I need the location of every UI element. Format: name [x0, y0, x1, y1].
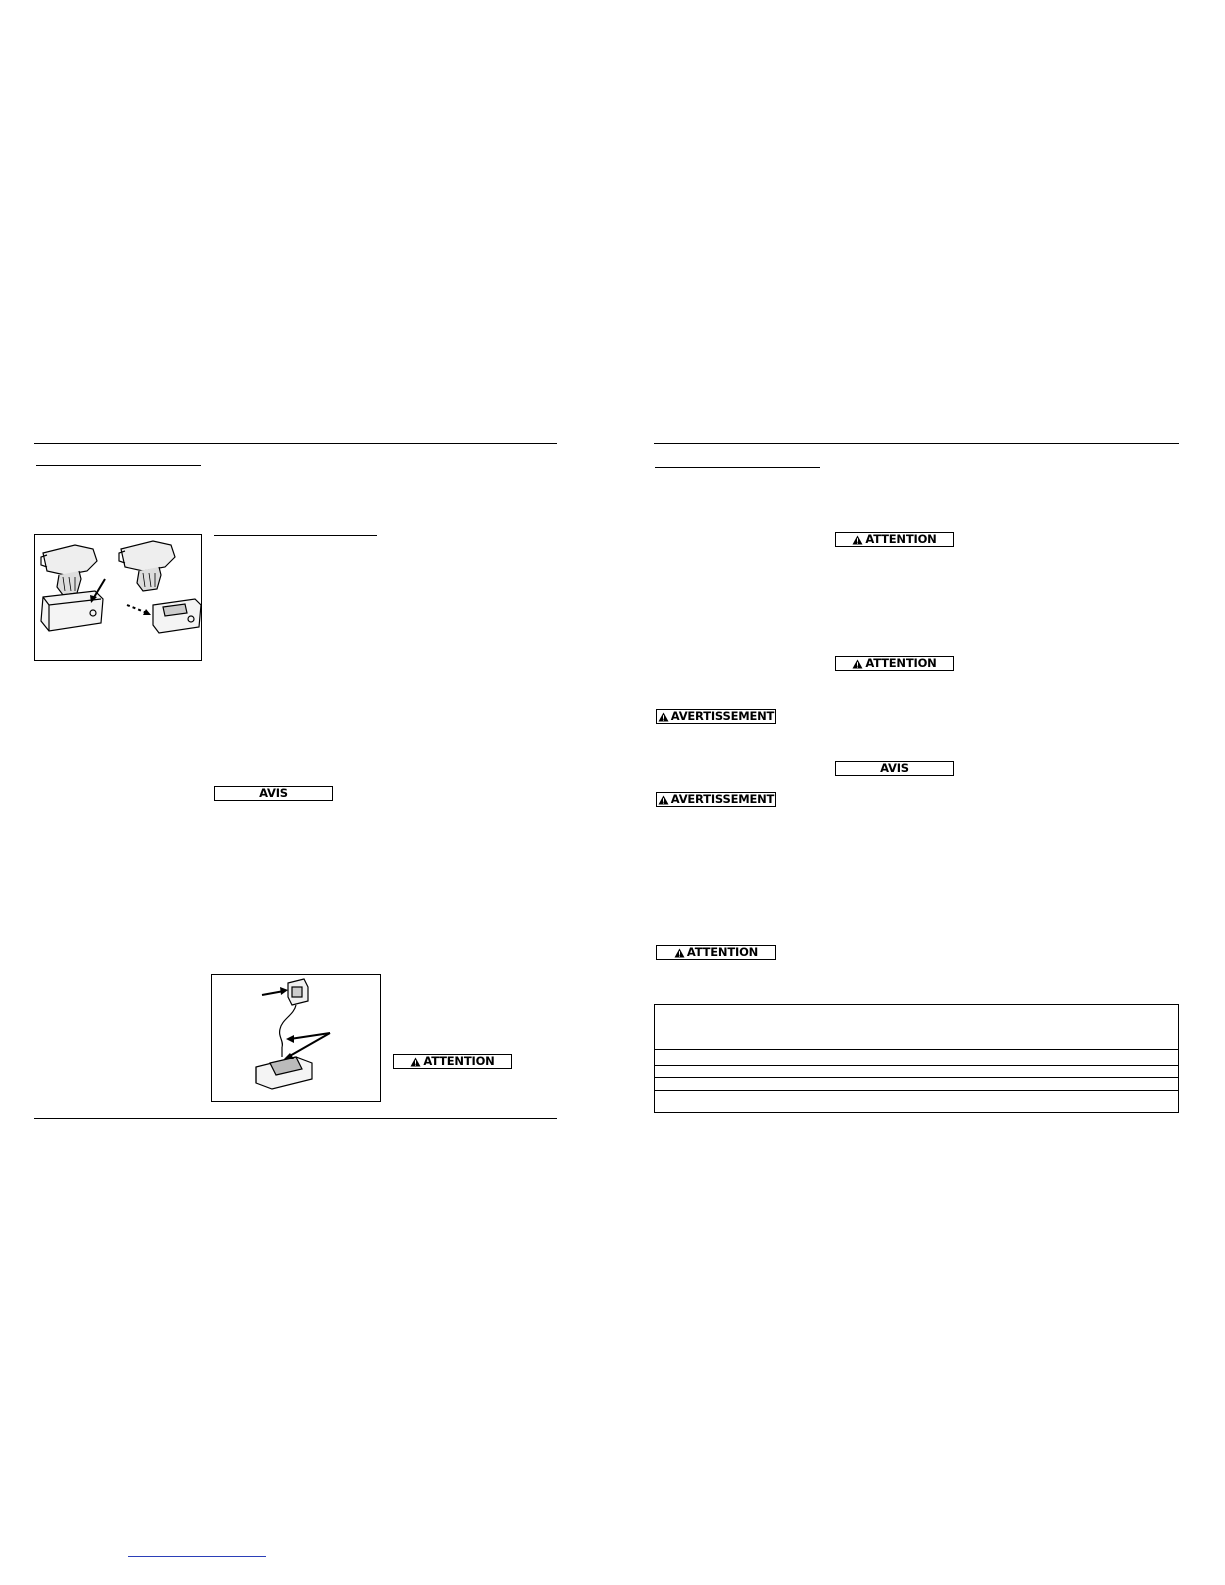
arrow-icon: [284, 1033, 330, 1059]
warning-triangle-icon: [674, 948, 685, 958]
notice-badge: [835, 761, 954, 776]
caution-badge-label: ATTENTION: [423, 1053, 495, 1068]
warning-badge-label: AVERTISSEMENT: [670, 791, 775, 806]
warning-triangle-icon: [852, 535, 863, 545]
footer-link-underline[interactable]: [128, 1556, 266, 1557]
caution-badge-label: ATTENTION: [686, 944, 759, 959]
spec-table: [654, 1004, 1179, 1113]
left-subheading-underline: [214, 535, 377, 536]
arrow-icon: [127, 605, 151, 615]
right-header-rule: [654, 443, 1179, 444]
warning-triangle-icon: [658, 795, 669, 805]
figure-drill-battery: [34, 534, 202, 661]
caution-badge: [835, 656, 954, 671]
table-row-divider: [655, 1090, 1178, 1091]
caution-badge: [656, 945, 776, 960]
table-row-divider: [655, 1077, 1178, 1078]
arrow-icon: [262, 987, 288, 995]
drill-battery-illustration: [35, 535, 201, 660]
warning-triangle-icon: [852, 659, 863, 669]
caution-badge: [393, 1054, 512, 1069]
notice-badge-label: AVIS: [880, 760, 909, 775]
warning-badge: [656, 709, 776, 724]
figure-charger: [211, 974, 381, 1102]
left-section-heading-underline: [36, 465, 201, 466]
caution-badge: [835, 532, 954, 547]
left-footer-rule: [34, 1118, 557, 1119]
caution-badge-label: ATTENTION: [865, 531, 937, 546]
caution-badge-label: ATTENTION: [865, 655, 937, 670]
warning-badge: [656, 792, 776, 807]
notice-badge-label: AVIS: [259, 785, 288, 800]
table-row-divider: [655, 1049, 1178, 1050]
warning-triangle-icon: [658, 712, 669, 722]
notice-badge: [214, 786, 333, 801]
warning-triangle-icon: [410, 1057, 421, 1067]
table-row-divider: [655, 1065, 1178, 1066]
right-section-heading-underline: [655, 467, 820, 468]
warning-badge-label: AVERTISSEMENT: [670, 708, 775, 723]
left-header-rule: [34, 443, 557, 444]
charger-illustration: [212, 975, 380, 1101]
